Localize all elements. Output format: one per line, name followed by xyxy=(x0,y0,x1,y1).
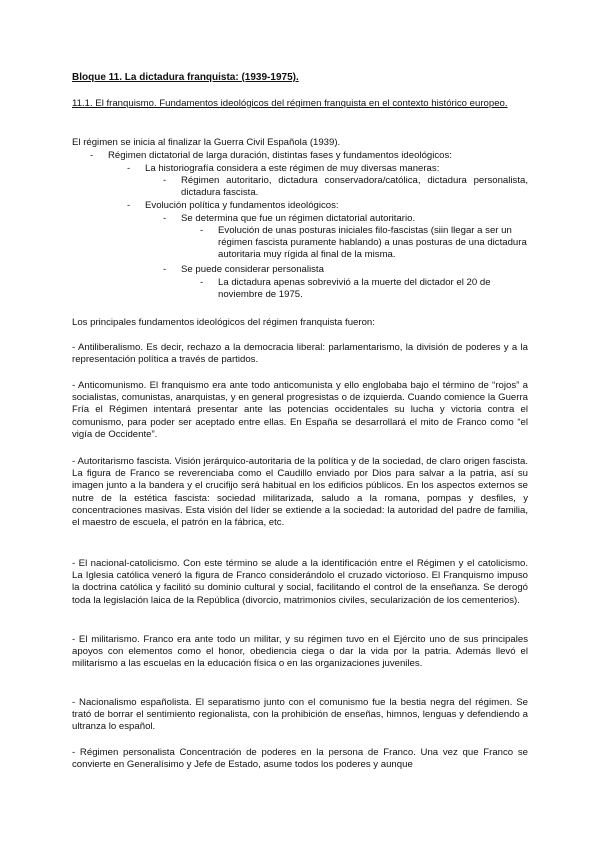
bullet-dash: - xyxy=(200,276,204,288)
outline-item-text: Se puede considerar personalista xyxy=(181,264,324,275)
outline-item-text: Régimen autoritario, dictadura conservadora/católica, dictadura personalista, dictadura fascista. xyxy=(181,175,528,199)
outline-item-text: Se determina que fue un régimen dictatorial autoritario. xyxy=(181,212,416,224)
outline-item xyxy=(127,200,528,212)
outline-item xyxy=(163,213,528,225)
outline-item-text: La historiografía considera a este régimen de muy diversas maneras: xyxy=(145,162,440,174)
outline-item-text: Evolución de unas posturas iniciales filo-fascistas (siin llegar a ser un régimen fascista puramente hablando) a unas posturas de una dictadura autoritaria muy rígida al final de la misma. xyxy=(218,225,527,261)
bullet-dash: - xyxy=(163,175,167,186)
paragraph-militarismo: - El militarismo. Franco era ante todo un militar, y su régimen tuvo en el Ejército uno de sus principales apoyos con elementos como el honor, obediencia ciega o dar la vida por la patria. Además llevó el militarismo a las escuelas en la educación física o en las organizaciones juveniles. xyxy=(72,634,528,670)
bullet-dash: - xyxy=(127,200,131,211)
outline-item xyxy=(127,163,528,175)
paragraph-anticomunismo: - Anticomunismo. El franquismo era ante todo anticomunista y ello englobaba bajo el término de “rojos” a socialistas, comunistas, anarquistas, y en general progresistas o de izquierda. Cuando comience la Guerra Fría el Régimen intentará presentar ante las potencias occidentales su lucha y victoria contra el comunismo, para poder ser aceptado entre ellas. En España se desarrollará el mito de Franco como “el vigía de Occidente”. xyxy=(72,380,528,440)
paragraph-nacional-catolicismo: - El nacional-catolicismo. Con este término se alude a la identificación entre el Régimen y el catolicismo. La Iglesia católica veneró la figura de Franco considerándolo el cruzado victorioso. El Franquismo impuso la doctrina católica y facilitó su dominio cultural y social, facilitando el control de la enseñanza. Se derogó toda la legislación laica de la República (divorcio, matrimonios civiles, secularización de los cementerios). xyxy=(72,558,528,606)
document-title: Bloque 11. La dictadura franquista: (1939-1975). xyxy=(72,72,299,83)
outline-item xyxy=(163,264,528,276)
paragraph-autoritarismo: - Autoritarismo fascista. Visión jerárquico-autoritaria de la política y de la sociedad, de claro origen fascista. La figura de Franco se reverenciaba como el Caudillo enviado por Dios para salvar a la patria, así su imagen junto a la bandera y el crucifijo será habitual en los edificios públicos. En los aspectos externos se nutre de la estética fascista: sociedad militarizada, saludo a la romana, pompas y desfiles, y concentraciones masivas. Esta visión del líder se extiende a la sociedad: la autoridad del padre de familia, el maestro de escuela, el patrón en la fábrica, etc. xyxy=(72,456,528,529)
paragraph-antiliberalismo: - Antiliberalismo. Es decir, rechazo a la democracia liberal: parlamentarismo, la división de poderes y a la representación política a través de partidos. xyxy=(72,342,528,366)
outline-item-text: Evolución política y fundamentos ideológicos: xyxy=(145,200,339,211)
bullet-dash: - xyxy=(200,225,204,236)
outline-item-text: Régimen dictatorial de larga duración, distintas fases y fundamentos ideológicos: xyxy=(108,150,452,161)
outline-item-text: La dictadura apenas sobrevivió a la muerte del dictador el 20 de noviembre de 1975. xyxy=(218,276,491,300)
outline-item xyxy=(200,225,528,262)
outline-item xyxy=(200,277,528,301)
paragraph-nacionalismo: - Nacionalismo españolista. El separatismo junto con el comunismo fue la bestia negra del régimen. Se trató de borrar el sentimiento regionalista, con la prohibición de enseñas, himnos, lenguas y defendiendo a ultranza lo español. xyxy=(72,697,528,733)
bullet-dash: - xyxy=(163,264,167,275)
paragraph-regimen-personalista: - Régimen personalista Concentración de poderes en la persona de Franco. Una vez que Franco se convierte en Generalísimo y Jefe de Estado, asume todos los poderes y aunque xyxy=(72,747,528,771)
section-subtitle: 11.1. El franquismo. Fundamentos ideológicos del régimen franquista en el contexto histórico europeo. xyxy=(72,98,508,109)
bullet-dash: - xyxy=(163,212,167,224)
bullet-dash: - xyxy=(127,162,131,174)
outline-item xyxy=(90,150,528,162)
outline-item xyxy=(163,175,528,199)
intro-text: El régimen se inicia al finalizar la Guerra Civil Española (1939). xyxy=(72,137,341,148)
lead-text: Los principales fundamentos ideológicos del régimen franquista fueron: xyxy=(72,317,375,328)
bullet-dash: - xyxy=(90,150,94,161)
